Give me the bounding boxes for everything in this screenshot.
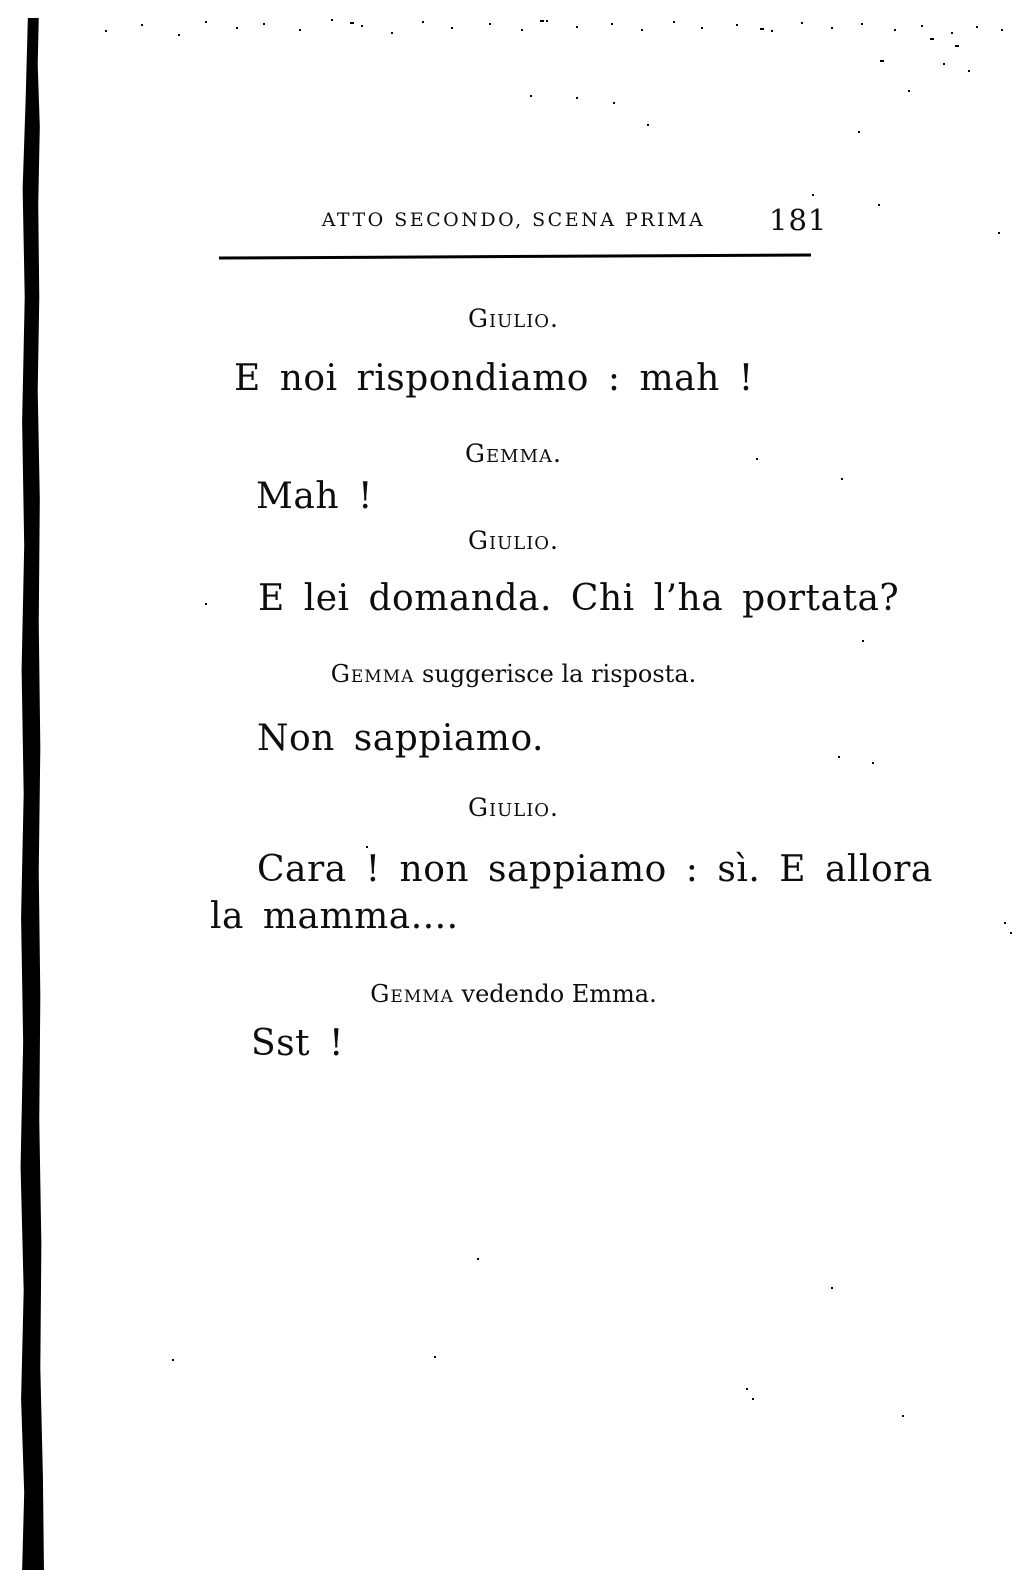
dialogue-line: Mah ! xyxy=(256,476,373,517)
speaker-heading xyxy=(215,526,812,555)
page-number: 181 xyxy=(769,203,828,237)
dialogue-line: E noi rispondiamo : mah ! xyxy=(234,358,754,399)
dialogue-line: Cara ! non sappiamo : sì. E allora xyxy=(257,849,933,890)
dialogue-line: Sst ! xyxy=(251,1023,345,1064)
scan-smudges xyxy=(0,0,4,2)
running-header: ATTO SECONDO, SCENA PRIMA xyxy=(321,209,706,231)
speaker-name: Gemma xyxy=(370,980,454,1008)
speaker-heading xyxy=(215,439,812,468)
speaker-heading xyxy=(215,304,812,333)
header-rule xyxy=(219,253,811,259)
speaker-name: Giulio. xyxy=(467,793,560,822)
speaker-name: Gemma xyxy=(330,660,415,688)
speaker-name: Giulio. xyxy=(467,526,560,555)
stage-direction-text: vedendo Emma. xyxy=(461,980,657,1008)
speaker-name: Gemma. xyxy=(465,439,562,468)
book-binding-shadow xyxy=(19,18,45,1570)
speaker-heading xyxy=(215,793,812,822)
speaker-name: Giulio. xyxy=(467,304,560,333)
stage-direction xyxy=(215,660,812,688)
dialogue-line: Non sappiamo. xyxy=(257,718,544,759)
dialogue-line: la mamma.... xyxy=(210,896,459,937)
stage-direction xyxy=(215,980,812,1008)
dialogue-line: E lei domanda. Chi l’ha portata? xyxy=(258,578,900,619)
stage-direction-text: suggerisce la risposta. xyxy=(422,660,697,688)
